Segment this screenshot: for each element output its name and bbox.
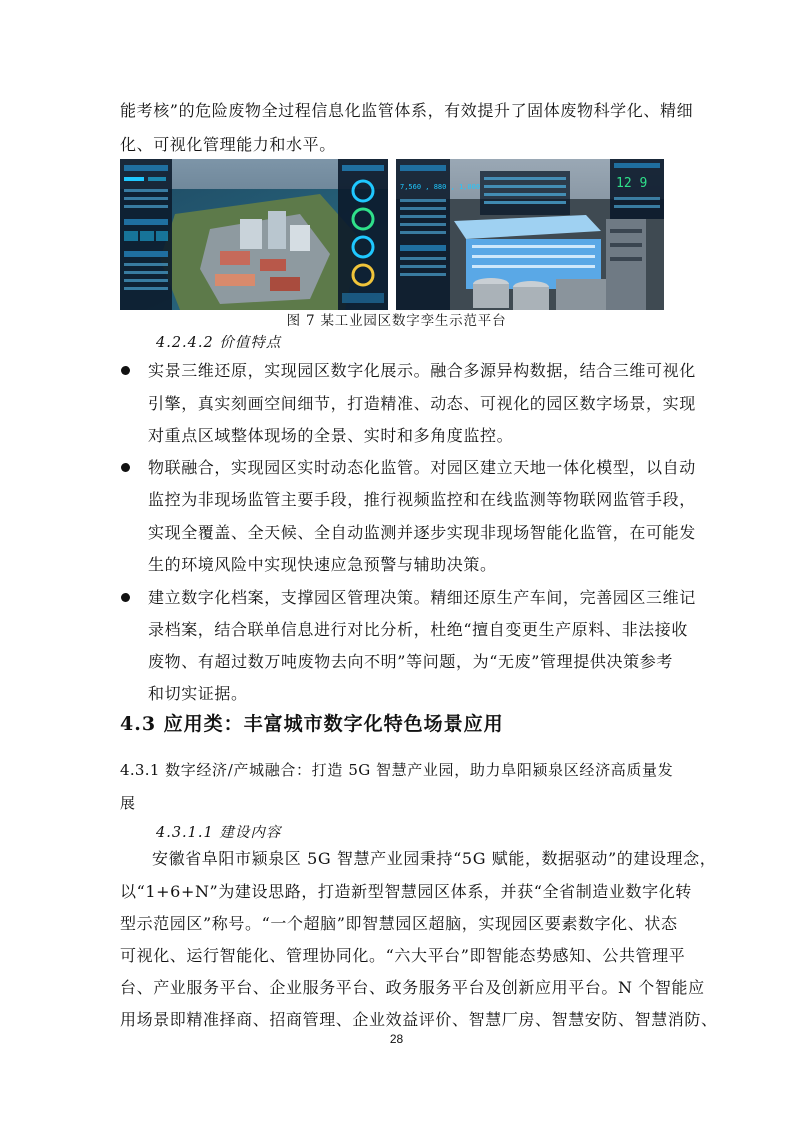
- text-line: 实景三维还原，实现园区数字化展示。融合多源异构数据，结合三维可视化: [148, 361, 696, 380]
- text-line: 废物、有超过数万吨废物去向不明”等问题，为“无废”管理提供决策参考: [148, 652, 673, 671]
- text-line: 物联融合，实现园区实时动态化监管。对园区建立天地一体化模型，以自动: [148, 458, 696, 477]
- bullet-icon: [121, 366, 130, 375]
- text-line: 台、产业服务平台、企业服务平台、政务服务平台及创新应用平台。N 个智能应: [120, 978, 705, 997]
- text-line: 以“1+6+N”为建设思路，打造新型智慧园区体系，并获“全省制造业数字化转: [120, 882, 692, 901]
- text-line: 和切实证据。: [148, 684, 248, 703]
- subsection-heading-line: 展: [120, 794, 136, 812]
- figure-image-left: [120, 159, 388, 310]
- text-line: 录档案，结合联单信息进行对比分析，杜绝“擅自变更生产原料、非法接收: [148, 620, 688, 639]
- subsection-heading: 4.2.4.2 价值特点: [156, 335, 282, 351]
- bullet-icon: [121, 463, 130, 472]
- text-line: 可视化、运行智能化、管理协同化。“六大平台”即智能态势感知、公共管理平: [120, 946, 686, 965]
- figure-caption: 图 7 某工业园区数字孪生示范平台: [286, 313, 507, 329]
- dashboard-clock: 12 9: [616, 176, 648, 191]
- bullet-icon: [121, 593, 130, 602]
- page-number: 28: [389, 1032, 404, 1046]
- figure-image-right: [396, 159, 664, 310]
- text-line: 化、可视化管理能力和水平。: [120, 135, 336, 154]
- text-line: 能考核”的危险废物全过程信息化监管体系，有效提升了固体废物科学化、精细: [120, 101, 694, 120]
- subsection-heading: 4.3.1.1 建设内容: [156, 825, 282, 841]
- text-line: 生的环境风险中实现快速应急预警与辅助决策。: [148, 555, 497, 574]
- subsection-heading-line: 4.3.1 数字经济/产城融合：打造 5G 智慧产业园，助力阜阳颍泉区经济高质量发: [120, 761, 673, 779]
- text-line: 监控为非现场监管主要手段，推行视频监控和在线监测等物联网监管手段，: [148, 490, 696, 509]
- text-line: 建立数字化档案，支撑园区管理决策。精细还原生产车间，完善园区三维记: [148, 588, 696, 607]
- dashboard-counter: 7,560 , 880 , 1,000: [400, 183, 481, 191]
- text-line: 用场景即精准择商、招商管理、企业效益评价、智慧厂房、智慧安防、智慧消防、: [120, 1010, 718, 1029]
- text-line: 型示范园区”称号。“一个超脑”即智慧园区超脑，实现园区要素数字化、状态: [120, 914, 678, 933]
- text-line: 引擎，真实刻画空间细节，打造精准、动态、可视化的园区数字场景，实现: [148, 394, 696, 413]
- text-line: 对重点区域整体现场的全景、实时和多角度监控。: [148, 426, 514, 445]
- text-line: 安徽省阜阳市颍泉区 5G 智慧产业园秉持“5G 赋能，数据驱动”的建设理念，: [152, 849, 717, 868]
- section-heading: 4.3 应用类：丰富城市数字化特色场景应用: [120, 713, 504, 735]
- text-line: 实现全覆盖、全天候、全自动监测并逐步实现非现场智能化监管，在可能发: [148, 523, 696, 542]
